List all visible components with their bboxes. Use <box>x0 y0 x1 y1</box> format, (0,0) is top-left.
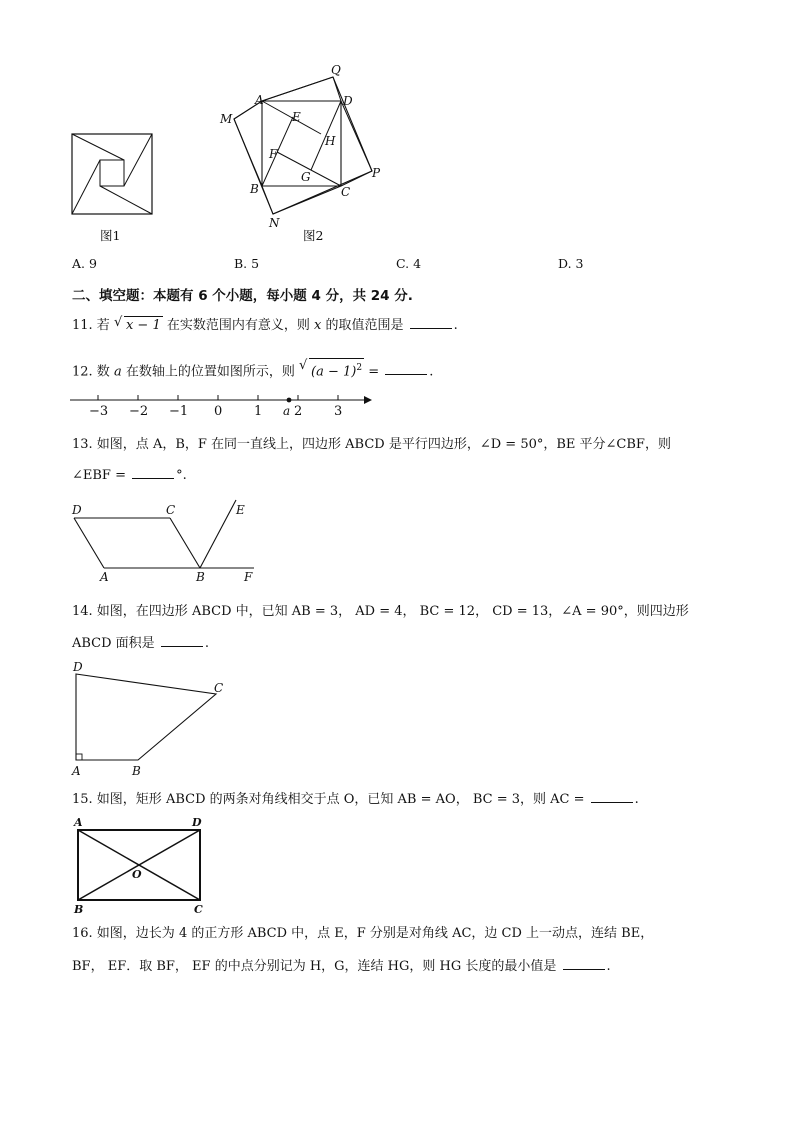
fig2-label-F: F <box>269 147 278 161</box>
q13-label-F: F <box>244 570 253 584</box>
q11-var: x <box>314 318 322 333</box>
fig2-label-N: N <box>269 216 280 230</box>
option-c: C. 4 <box>396 256 422 271</box>
fig2-label-H: H <box>325 134 336 148</box>
q12-radical: √ $(a - 1)^2$ <box>299 358 363 380</box>
q11-radical: √ x − 1 <box>113 315 161 333</box>
q16-line2-pre: BF， EF．取 BF， EF 的中点分别记为 H，G，连结 HG，则 HG 长度的最小值是 <box>72 959 557 974</box>
q16-answer-blank[interactable] <box>563 957 605 970</box>
q12-exp: 2 <box>356 363 363 373</box>
q13-label-C: C <box>166 503 176 517</box>
fig2-label-C: C <box>341 185 351 199</box>
question-13-line1: 13. 如图，点 A，B，F 在同一直线上，四边形 ABCD 是平行四边形，∠D = 50°，BE 平分∠CBF，则 <box>72 437 671 452</box>
axis-tick-label: 3 <box>334 404 343 418</box>
q14-answer-blank[interactable] <box>161 634 203 647</box>
q13-label-B: B <box>196 570 205 584</box>
q14-label-B: B <box>132 764 141 778</box>
q15-label-O: O <box>132 868 142 881</box>
fig2-label-B: B <box>250 182 259 196</box>
q13-label-E: E <box>236 503 245 517</box>
q11-mid: 在实数范围内有意义，则 <box>166 318 310 333</box>
q14-line2-post: . <box>204 636 209 651</box>
fig2-label-M: M <box>220 112 233 126</box>
fig2-label-Q: Q <box>331 63 341 77</box>
axis-tick-label: −2 <box>129 404 149 418</box>
axis-tick-label: 2 <box>294 404 303 418</box>
axis-tick-label: −3 <box>89 404 109 418</box>
question-16-line2 <box>72 957 611 976</box>
q13-label-A: A <box>100 570 109 584</box>
q12-pre: 12. 数 <box>72 364 110 380</box>
q14-label-A: A <box>72 764 81 778</box>
fig2-caption: 图2 <box>303 228 324 243</box>
axis-tick-label: −1 <box>169 404 189 418</box>
q13-answer-blank[interactable] <box>132 466 174 479</box>
option-a: A. 9 <box>72 256 97 271</box>
q15-label-A: A <box>74 816 83 829</box>
q11-answer-blank[interactable] <box>410 316 452 329</box>
q15-text-post: . <box>634 792 639 807</box>
fig2-label-D: D <box>343 94 353 108</box>
fig2-label-G: G <box>301 170 311 184</box>
question-16-line1: 16. 如图，边长为 4 的正方形 ABCD 中，点 E，F 分别是对角线 AC，边 CD 上一动点，连结 BE， <box>72 926 654 941</box>
question-11 <box>72 316 458 335</box>
q11-pre: 11. 若 <box>72 318 110 333</box>
q14-line2-pre: ABCD 面积是 <box>72 636 155 651</box>
question-14-line1: 14. 如图，在四边形 ABCD 中，已知 AB = 3， AD = 4， BC = 12， CD = 13，∠A = 90°，则四边形 <box>72 604 689 619</box>
q12-answer-blank[interactable] <box>385 362 427 375</box>
q12-radicand: (a − 1) <box>311 364 357 380</box>
q15-answer-blank[interactable] <box>591 790 633 803</box>
q11-radicand: x − 1 <box>125 318 161 333</box>
option-d: D. 3 <box>558 256 584 271</box>
figure-q14 <box>66 656 236 780</box>
q12-var: a <box>113 364 122 380</box>
q14-label-D: D <box>73 660 83 674</box>
fig1-caption: 图1 <box>100 228 121 243</box>
figure-q13 <box>66 498 266 586</box>
figure-2 <box>215 62 385 244</box>
q13-line2-post: °. <box>176 468 187 483</box>
question-12 <box>72 358 433 381</box>
fig2-label-P: P <box>372 166 381 180</box>
q11-end: . <box>453 318 458 333</box>
q15-label-D: D <box>192 816 202 829</box>
q15-label-B: B <box>74 903 84 916</box>
question-15 <box>72 790 639 809</box>
point-a-label: a <box>283 404 291 418</box>
question-13-line2 <box>72 466 187 485</box>
q11-post: 的取值范围是 <box>325 318 404 333</box>
point-a <box>287 398 292 403</box>
q14-label-C: C <box>214 681 224 695</box>
axis-tick-label: 0 <box>214 404 223 418</box>
q13-label-D: D <box>72 503 82 517</box>
fig2-label-A: A <box>255 93 264 107</box>
figure-1 <box>66 128 161 246</box>
number-line <box>68 390 378 418</box>
fig2-label-E: E <box>292 110 301 124</box>
section-title: 二、填空题：本题有 6 个小题，每小题 4 分，共 24 分. <box>72 288 413 304</box>
q12-end: . <box>429 364 434 380</box>
q15-label-C: C <box>194 903 203 916</box>
question-14-line2 <box>72 634 209 653</box>
q12-mid: 在数轴上的位置如图所示，则 <box>125 364 295 380</box>
q13-line2-pre: ∠EBF = <box>72 468 126 483</box>
q15-text-pre: 15. 如图，矩形 ABCD 的两条对角线相交于点 O，已知 AB = AO， BC = 3，则 AC = <box>72 792 585 807</box>
q12-eq: = <box>368 364 380 380</box>
q16-line2-post: . <box>606 959 611 974</box>
axis-tick-label: 1 <box>254 404 263 418</box>
option-b: B. 5 <box>234 256 260 271</box>
figure-q15 <box>70 812 210 918</box>
